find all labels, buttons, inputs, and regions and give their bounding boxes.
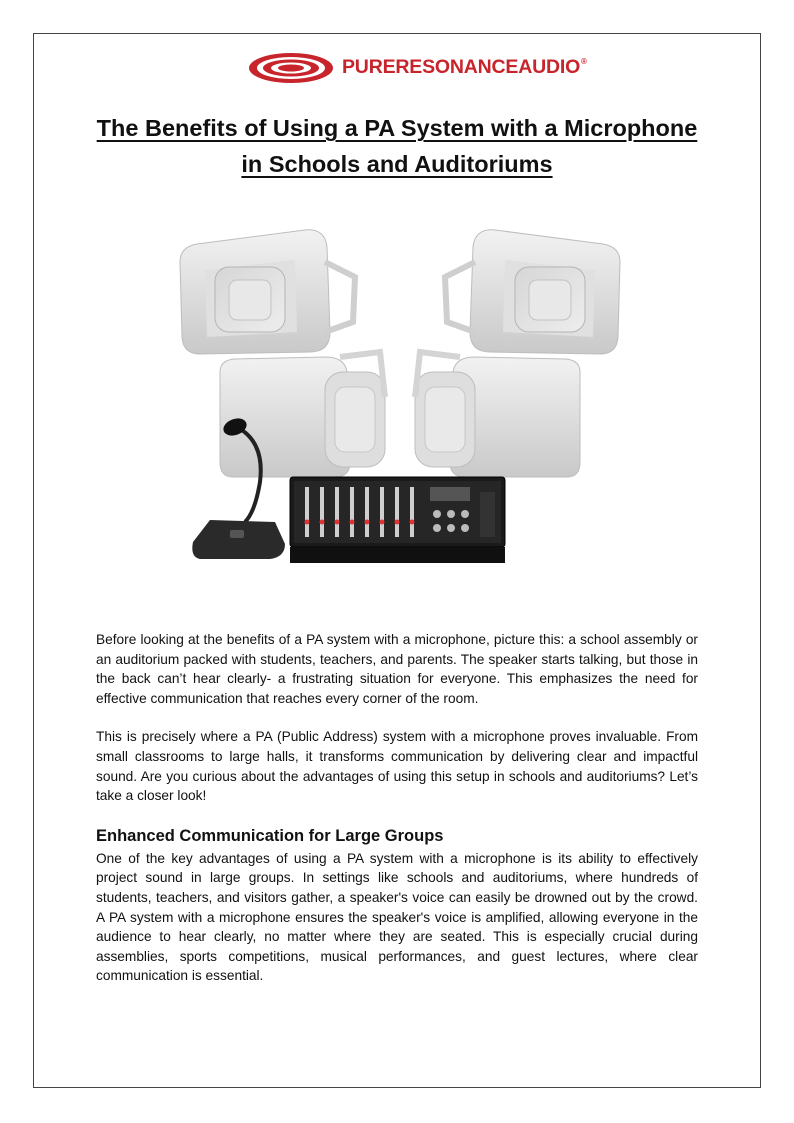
title-line-1: The Benefits of Using a PA System with a Microphone bbox=[96, 115, 698, 141]
title-line-2: in Schools and Auditoriums bbox=[241, 151, 553, 177]
mixer-amplifier bbox=[290, 477, 505, 563]
brand-name-pure: PURE bbox=[342, 56, 396, 79]
section-heading: Enhanced Communication for Large Groups bbox=[96, 826, 444, 845]
speaker-top-left bbox=[180, 230, 355, 354]
speaker-bottom-left bbox=[220, 352, 385, 477]
speaker-bottom-right bbox=[415, 352, 580, 477]
registered-mark: ® bbox=[581, 57, 587, 67]
page-title bbox=[60, 110, 734, 182]
brand-name bbox=[342, 58, 587, 78]
section-paragraph: One of the key advantages of using a PA system with a microphone is its ability to effectively project sound in large groups. In settings like schools and auditoriums, where hundreds of students, teachers, and visitors gather, a speaker's voice can easily be drowned out by the crowd. A PA system with a microphone ensures the speaker's voice is amplified, allowing everyone in the audience to hear clearly, no matter where they are seated. This is especially crucial during assemblies, sports competitions, musical performances, and guest lectures, where clear communication is essential. bbox=[96, 850, 698, 984]
speaker-top-right bbox=[445, 230, 620, 354]
brand-name-audio: AUDIO bbox=[518, 56, 581, 79]
concentric-ellipses-logo-icon bbox=[246, 51, 336, 85]
brand-name-resonance: RESONANCE bbox=[395, 56, 519, 79]
second-paragraph: This is precisely where a PA (Public Address) system with a microphone proves invaluable. From small classrooms to large halls, it transforms communication by delivering clear and impactful sound. Are you curious about the advantages of using this setup in schools and auditoriums? Let’s take a closer look! bbox=[96, 729, 698, 804]
pa-system-speakers-mixer-microphone-illustration bbox=[175, 222, 625, 582]
intro-paragraph: Before looking at the benefits of a PA system with a microphone, picture this: a school assembly or an auditorium packed with students, teachers, and parents. The speaker starts talking, but those in the back can’t hear clearly- a frustrating situation for everyone. This emphasizes the need for effective communication that reaches every corner of the room. bbox=[96, 632, 698, 706]
brand-logo bbox=[246, 50, 587, 86]
article-body bbox=[96, 630, 698, 986]
